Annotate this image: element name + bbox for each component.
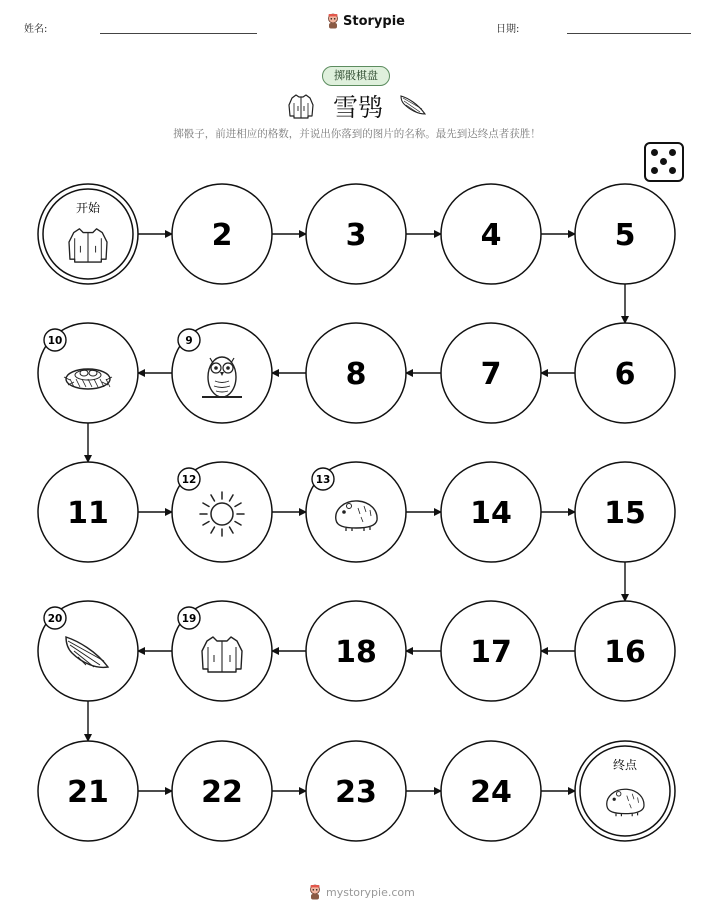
instructions-text: 掷骰子，前进相应的格数，并说出你落到的图片的名称。最先到达终点者获胜！ — [173, 128, 541, 140]
cell-number: 2 — [211, 218, 233, 253]
name-label: 姓名: — [24, 24, 48, 35]
cell-12 — [172, 462, 272, 562]
cell-number: 23 — [335, 775, 377, 810]
start-label: 开始 — [75, 201, 101, 215]
cell-18 — [306, 601, 406, 701]
cell-20 — [38, 601, 138, 701]
cell-14 — [441, 462, 541, 562]
cell-24 — [441, 741, 541, 841]
cell-15 — [575, 462, 675, 562]
storypie-mascot-icon — [308, 884, 322, 900]
cell-number: 6 — [614, 357, 636, 392]
cell-number: 3 — [345, 218, 367, 253]
cell-number: 17 — [470, 635, 512, 670]
footer-website[interactable]: mystorypie.com — [326, 885, 415, 899]
cell-number: 12 — [181, 474, 197, 486]
cell-11 — [38, 462, 138, 562]
cell-number: 10 — [47, 335, 63, 347]
cell-number: 14 — [470, 496, 512, 531]
cell-number: 4 — [480, 218, 502, 253]
cell-7 — [441, 323, 541, 423]
cell-number: 18 — [335, 635, 377, 670]
cell-number: 19 — [181, 613, 197, 625]
cell-number: 21 — [67, 775, 109, 810]
cell-22 — [172, 741, 272, 841]
cell-start — [38, 184, 138, 284]
cell-10 — [38, 323, 138, 423]
cell-finish — [575, 741, 675, 841]
cell-5 — [575, 184, 675, 284]
cell-21 — [38, 741, 138, 841]
page-title: 雪鸮 — [332, 93, 383, 122]
cell-number: 13 — [315, 474, 331, 486]
cell-16 — [575, 601, 675, 701]
cell-23 — [306, 741, 406, 841]
cell-9 — [172, 323, 272, 423]
cell-8 — [306, 323, 406, 423]
date-label: 日期: — [496, 24, 520, 35]
cell-number: 7 — [480, 357, 502, 392]
footer — [308, 884, 415, 900]
cell-number: 9 — [185, 335, 193, 347]
cell-number: 15 — [604, 496, 646, 531]
cell-number: 20 — [47, 613, 63, 625]
brand-name: Storypie — [343, 13, 405, 29]
cell-number: 16 — [604, 635, 646, 670]
cell-19 — [172, 601, 272, 701]
cell-13 — [306, 462, 406, 562]
cell-number: 5 — [614, 218, 636, 253]
cell-number: 22 — [201, 775, 243, 810]
game-type-badge: 掷骰棋盘 — [322, 66, 390, 86]
cell-number: 8 — [345, 357, 367, 392]
finish-label: 终点 — [612, 758, 638, 772]
cell-number: 24 — [470, 775, 512, 810]
cell-4 — [441, 184, 541, 284]
cell-3 — [306, 184, 406, 284]
cell-6 — [575, 323, 675, 423]
cell-17 — [441, 601, 541, 701]
cell-number: 11 — [67, 496, 109, 531]
cell-2 — [172, 184, 272, 284]
